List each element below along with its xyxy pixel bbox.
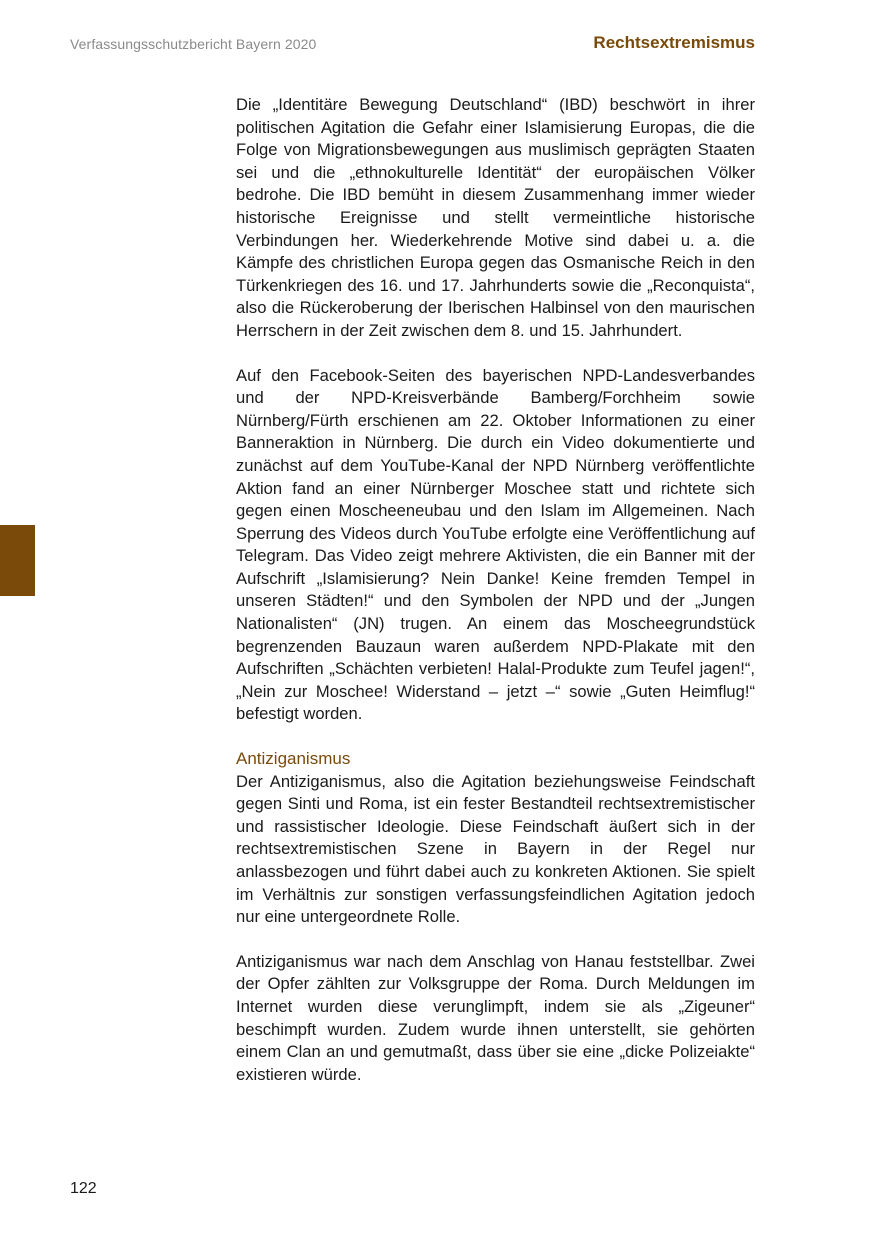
chapter-marker-tab — [0, 525, 35, 596]
main-content — [236, 94, 755, 1086]
running-header-section: Rechtsextremismus — [593, 33, 755, 52]
paragraph-antiziganismus-hanau: Antiziganismus war nach dem Anschlag von Hanau feststellbar. Zwei der Opfer zählten zur Volksgruppe der Roma. Durch Meldungen im Internet wurden diese verunglimpft, indem sie als „Zigeuner“ beschimpft wurden. Zudem wurde ihnen unterstellt, sie gehörten einem Clan an und gemutmaßt, dass über sie eine „dicke Polizeiakte“ existieren würde. — [236, 951, 755, 1084]
paragraph-ibd: Die „Identitäre Bewegung Deutschland“ (IBD) beschwört in ihrer politischen Agitation die Gefahr einer Islamisierung Europas, die die Folge von Migrationsbewegungen aus muslimisch geprägten Staaten sei und die „ethnokulturelle Identität“ der europäischen Völker bedrohe. Die IBD bemüht in diesem Zusammenhang immer wieder historische Ereignisse und stellt vermeintliche historische Verbindungen her. Wiederkehrende Motive sind dabei u. a. die Kämpfe des christlichen Europa gegen das Osmanische Reich in den Türkenkriegen des 16. und 17. Jahrhunderts sowie die „Reconquista“, also die Rückeroberung der Iberischen Halbinsel von den maurischen Herrschern in der Zeit zwischen dem 8. und 15. Jahrhundert. — [236, 95, 755, 340]
paragraph-npd-banner-action: Auf den Facebook-Seiten des bayerischen NPD-Landesverbandes und der NPD-Kreisverbände Bamberg/Forchheim sowie Nürnberg/Fürth erschienen am 22. Oktober Informationen zu einer Banneraktion in Nürnberg. Die durch ein Video dokumentierte und zunächst auf dem YouTube-Kanal der NPD Nürnberg veröffentlichte Aktion fand an einer Nürnberger Moschee statt und richtete sich gegen einen Moscheeneubau und den Islam im Allgemeinen. Nach Sperrung des Videos durch YouTube erfolgte eine Veröffentlichung auf Telegram. Das Video zeigt mehrere Aktivisten, die ein Banner mit der Aufschrift „Islamisierung? Nein Danke! Keine fremden Tempel in unseren Städten!“ und den Symbolen der NPD und der „Jungen Nationalisten“ (JN) trugen. An einem das Moscheegrundstück begrenzenden Bauzaun waren außerdem NPD-Plakate mit den Aufschriften „Schächten verbieten! Halal-Produkte zum Teufel jagen!“, „Nein zur Moschee! Widerstand – jetzt –“ sowie „Guten Heimflug!“ befestigt worden. — [236, 365, 755, 724]
running-header-title: Verfassungsschutzbericht Bayern 2020 — [70, 36, 317, 52]
page-number: 122 — [70, 1180, 97, 1197]
section-heading-antiziganismus: Antiziganismus — [236, 749, 351, 769]
paragraph-antiziganismus-definition: Der Antiziganismus, also die Agitation beziehungsweise Feindschaft gegen Sinti und Roma, ist ein fester Bestandteil rechtsextremistischer und rassistischer Ideologie. Diese Feindschaft äußert sich in der rechtsextremistischen Szene in Bayern in der Regel nur anlassbezogen und führt dabei auch zu konkreten Aktionen. Sie spielt im Verhältnis zur sonstigen verfassungsfeindlichen Agitation jedoch nur eine untergeordnete Rolle. — [236, 771, 755, 927]
